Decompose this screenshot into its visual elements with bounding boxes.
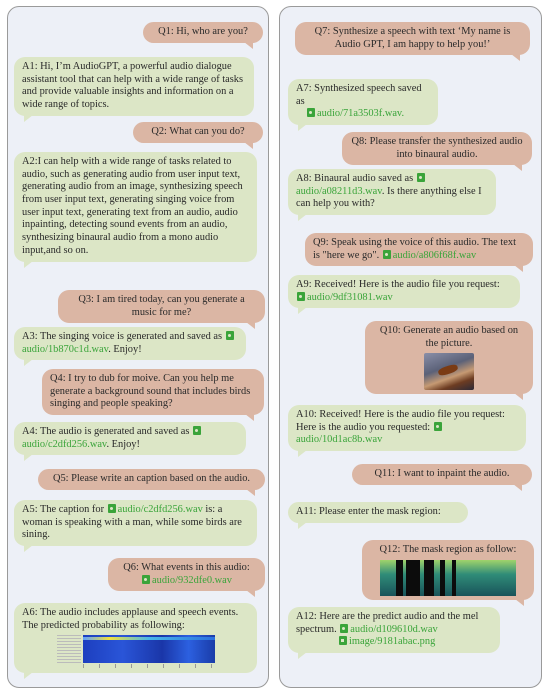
audio-file-link[interactable]: audio/a08211d3.wav bbox=[296, 185, 382, 197]
assistant-message-a7 bbox=[288, 79, 438, 125]
chat-panel-left bbox=[7, 6, 269, 688]
assistant-message-a9 bbox=[288, 275, 520, 308]
message-text: Q9: Speak using the voice of this audio. The text is "here we go". bbox=[313, 237, 516, 261]
audio-file-link[interactable]: audio/10d1ac8b.wav bbox=[296, 434, 383, 446]
message-text: is: a woman is speaking with a man, while some birds are sining. bbox=[22, 504, 242, 541]
user-message-q1 bbox=[143, 22, 263, 43]
message-text: A1: Hi, I’m AudioGPT, a powerful audio dialogue assistant tool that can help with a wide range of tasks and provide valuable insights and information on a wide range of topics. bbox=[22, 61, 244, 111]
audio-file-link[interactable]: audio/71a3503f.wav. bbox=[317, 108, 405, 120]
message-text: Q12: The mask region as follow: bbox=[379, 544, 517, 555]
user-message-q11 bbox=[352, 464, 532, 485]
message-text: A11: Please enter the mask region: bbox=[296, 506, 441, 517]
message-text: Q1: Hi, who are you? bbox=[158, 26, 248, 37]
audio-file-icon bbox=[434, 422, 442, 431]
message-text: Q4: I try to dub for moive. Can you help me generate a background sound that includes birds singing and people speaking? bbox=[50, 373, 251, 410]
user-message-q12 bbox=[362, 540, 534, 600]
audio-file-icon bbox=[307, 108, 315, 117]
message-text: Q3: I am tired today, can you generate a music for me? bbox=[78, 294, 245, 318]
chat-panel-right bbox=[279, 6, 542, 688]
image-file-link[interactable]: image/9181abac.png bbox=[349, 636, 436, 648]
user-message-q3 bbox=[58, 290, 265, 323]
audio-file-icon bbox=[417, 173, 425, 182]
audio-file-link[interactable]: audio/1b870c1d.wav bbox=[22, 343, 109, 355]
message-text: . Is there anything else I can help you with? bbox=[296, 185, 482, 210]
assistant-message-a12 bbox=[288, 607, 500, 653]
audio-file-link[interactable]: audio/9df31081.wav bbox=[307, 291, 393, 303]
audio-file-icon bbox=[297, 292, 305, 301]
message-text: Q7: Synthesize a speech with text ‘My name is Audio GPT, I am happy to help you!’ bbox=[314, 26, 511, 50]
user-message-q7 bbox=[295, 22, 530, 55]
message-text: A7: Synthesized speech saved as bbox=[296, 83, 422, 107]
message-text: A4: The audio is generated and saved as bbox=[22, 426, 193, 437]
audio-file-link[interactable]: audio/932dfe0.wav bbox=[152, 574, 232, 586]
audio-file-icon bbox=[108, 504, 116, 513]
assistant-message-a1 bbox=[14, 57, 254, 116]
message-text: Q6: What events in this audio: bbox=[123, 562, 250, 573]
assistant-message-a2 bbox=[14, 152, 257, 262]
assistant-message-a4 bbox=[14, 422, 246, 455]
user-message-q6 bbox=[108, 558, 265, 591]
user-message-q8 bbox=[342, 132, 532, 165]
message-text: A6: The audio includes applause and speech events. The predicted probability as following: bbox=[22, 607, 239, 631]
message-text: . Enjoy! bbox=[108, 343, 142, 355]
audio-file-icon bbox=[193, 426, 201, 435]
assistant-message-a5 bbox=[14, 500, 257, 546]
message-text: . Enjoy! bbox=[106, 438, 140, 450]
user-message-q10 bbox=[365, 321, 533, 394]
audio-file-link[interactable]: audio/a806f68f.wav bbox=[392, 249, 477, 261]
message-text: A2:I can help with a wide range of tasks related to audio, such as generating audio from user input text, generating audio from an image, synthesizing speech from user input text, generating singing voice from user input text, generating text from an audio, audio inpainting, detecting sound events from an audio, synthesizing binaural audio from a mono audio input,and so on. bbox=[22, 156, 243, 256]
message-text: A3: The singing voice is generated and saved as bbox=[22, 331, 225, 342]
message-text: Q2: What can you do? bbox=[151, 126, 245, 137]
user-message-q9 bbox=[305, 233, 533, 266]
audio-file-icon bbox=[142, 575, 150, 584]
assistant-message-a6 bbox=[14, 603, 257, 673]
masked-spectrogram-image bbox=[380, 560, 516, 596]
event-probability-heatmap bbox=[57, 635, 215, 669]
assistant-message-a11 bbox=[288, 502, 468, 523]
violin-player-picture bbox=[424, 353, 474, 390]
assistant-message-a10 bbox=[288, 405, 526, 451]
message-text: Q10: Generate an audio based on the picture. bbox=[379, 325, 519, 349]
user-message-q5 bbox=[38, 469, 265, 490]
message-text: A8: Binaural audio saved as bbox=[296, 173, 416, 184]
assistant-message-a3 bbox=[14, 327, 246, 360]
message-text: Q11: I want to inpaint the audio. bbox=[374, 468, 510, 479]
audio-file-icon bbox=[226, 331, 234, 340]
assistant-message-a8 bbox=[288, 169, 496, 215]
message-text: Q8: Please transfer the synthesized audio into binaural audio. bbox=[351, 136, 523, 160]
user-message-q4 bbox=[42, 369, 264, 415]
message-text: A9: Received! Here is the audio file you request: bbox=[296, 279, 500, 290]
message-text: Q5: Please write an caption based on the audio. bbox=[52, 473, 251, 484]
audio-file-icon bbox=[383, 250, 391, 259]
audio-file-icon bbox=[340, 624, 348, 633]
message-text: A12: Here are the predict audio and the mel spectrum. bbox=[296, 611, 479, 635]
audio-file-link[interactable]: audio/c2dfd256.wav bbox=[22, 438, 107, 450]
image-file-icon bbox=[339, 636, 347, 645]
message-text: A10: Received! Here is the audio file you request: Here is the audio you requested: bbox=[296, 409, 505, 433]
audio-file-link[interactable]: audio/c2dfd256.wav bbox=[117, 504, 203, 515]
message-text: A5: The caption for bbox=[22, 504, 107, 515]
user-message-q2 bbox=[133, 122, 263, 143]
audio-file-link[interactable]: audio/d109610d.wav bbox=[350, 623, 438, 635]
